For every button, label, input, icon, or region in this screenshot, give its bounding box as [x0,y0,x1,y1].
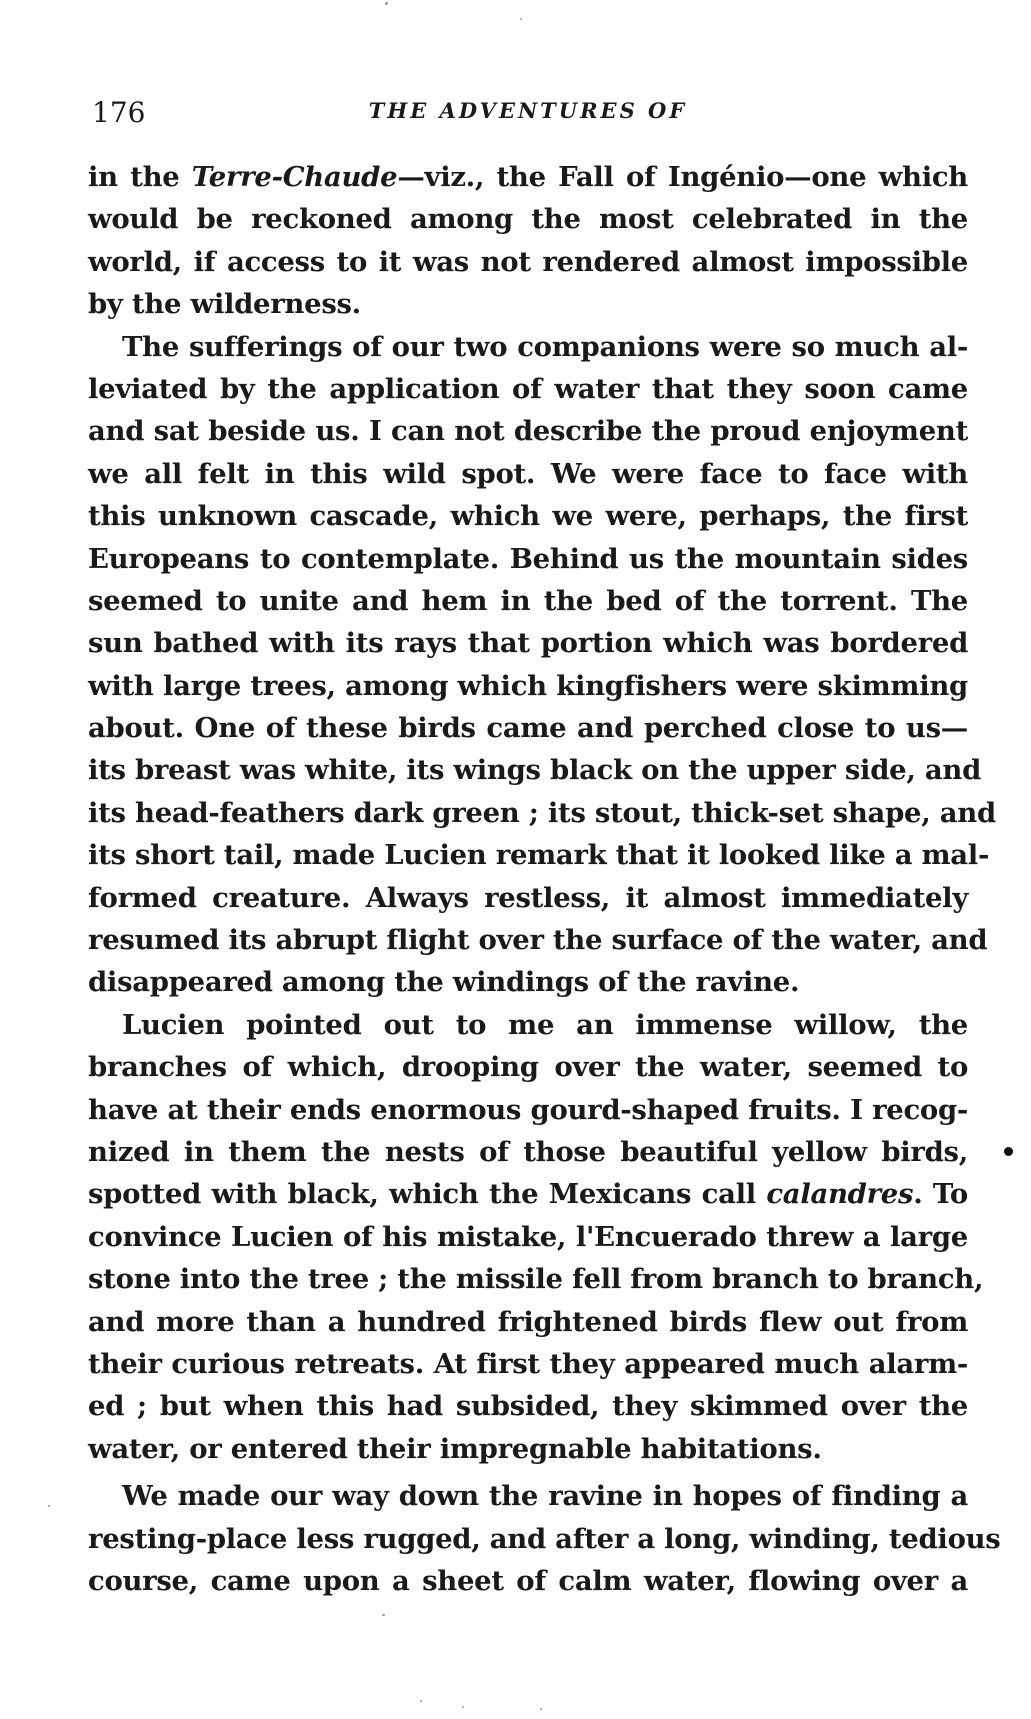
text-line [88,1004,968,1046]
text-line [88,326,968,368]
paper-speck [385,2,388,5]
text-line [88,622,968,664]
text-line [88,707,968,749]
text-segment: in the [88,161,192,193]
text-segment: —viz., the Fall of Ingénio—one which [397,161,968,193]
paper-speck [520,18,522,20]
text-segment: its head-feathers dark green ; its stout, thick-set shape, and [88,796,996,829]
text-line [88,665,968,707]
text-line [88,919,988,961]
text-segment: nized in them the nests of those beautiful yellow birds, [88,1135,968,1168]
text-segment: branches of which, drooping over the water, seemed to [88,1051,968,1084]
margin-ink-dot [1004,1147,1013,1156]
page-number: 176 [92,96,146,129]
text-line [88,1131,968,1173]
text-segment: Europeans to contemplate. Behind us the mountain sides [88,542,968,575]
text-line [88,1475,968,1517]
text-segment: its breast was white, its wings black on the upper side, and [88,754,982,787]
text-segment: stone into the tree ; the missile fell from branch to branch, [88,1263,984,1296]
text-segment: by the wilderness. [88,288,361,321]
text-segment: seemed to unite and hem in the bed of the torrent. The [88,584,968,617]
text-segment: formed creature. Always restless, it almost immediately [88,881,968,914]
text-segment: disappeared among the windings of the ravine. [88,966,800,999]
text-segment: course, came upon a sheet of calm water, flowing over a [88,1564,968,1597]
text-segment: have at their ends enormous gourd-shaped fruits. I recog- [88,1093,968,1126]
text-segment: about. One of these birds came and perched close to us— [88,712,968,745]
text-segment: spotted with black, which the Mexicans call [88,1178,767,1211]
body-text [88,156,1001,1602]
text-line [88,1301,968,1343]
text-segment: ed ; but when this had subsided, they skimmed over the [88,1390,968,1423]
text-line [88,834,990,876]
text-segment: world, if access to it was not rendered almost impossible [88,245,968,278]
text-segment: convince Lucien of his mistake, l'Encuerado threw a large [88,1220,968,1253]
text-segment: resting-place less rugged, and after a long, winding, tedious [88,1522,1001,1555]
text-line [88,283,968,325]
text-line [88,961,968,1003]
text-segment: and sat beside us. I can not describe the proud enjoyment [88,415,968,448]
text-segment: water, or entered their impregnable habitations. [88,1432,822,1465]
text-segment: resumed its abrupt flight over the surface of the water, and [88,924,988,957]
text-line [88,1385,968,1427]
text-segment: leviated by the application of water that they soon came [88,372,968,405]
text-segment: would be reckoned among the most celebrated in the [88,203,968,236]
text-line [88,1560,968,1602]
text-segment: and more than a hundred frightened birds flew out from [88,1305,968,1338]
text-line [88,1518,1001,1560]
text-line [88,241,968,283]
paper-speck [540,1708,542,1710]
text-line [88,1258,984,1300]
text-line [88,156,968,198]
text-line [88,368,968,410]
text-segment: We made our way down the ravine in hopes of finding a [122,1480,968,1513]
text-line [88,410,968,452]
text-segment: their curious retreats. At first they appeared much alarm- [88,1347,968,1380]
text-segment: sun bathed with its rays that portion which was bordered [88,627,968,660]
text-segment: Lucien pointed out to me an immense willow, the [122,1008,968,1041]
paper-speck [462,1706,464,1708]
text-line [88,538,968,580]
text-line [88,1089,968,1131]
text-segment: we all felt in this wild spot. We were face to face with [88,457,968,490]
text-line [88,1173,968,1215]
text-line [88,877,968,919]
text-line [88,198,968,240]
italic-text-segment: Terre-Chaude [191,161,398,193]
text-line [88,1343,968,1385]
text-line [88,1046,968,1088]
paper-speck [48,1505,50,1507]
text-segment: with large trees, among which kingfishers were skimming [88,669,968,702]
text-segment: The sufferings of our two companions were so much al- [122,330,968,363]
page-header [88,96,968,132]
text-line [88,1428,968,1470]
paper-speck [382,1614,385,1616]
text-line [88,495,968,537]
text-line [88,749,982,791]
text-line [88,580,968,622]
text-segment: this unknown cascade, which we were, perhaps, the first [88,500,968,533]
text-line [88,1216,968,1258]
text-segment: its short tail, made Lucien remark that it looked like a mal- [88,839,990,872]
text-segment: . To [913,1178,968,1211]
paper-speck [420,1700,422,1702]
text-line [88,453,968,495]
running-head: THE ADVENTURES OF [368,98,688,123]
italic-text-segment: calandres [766,1178,914,1211]
text-line [88,792,996,834]
